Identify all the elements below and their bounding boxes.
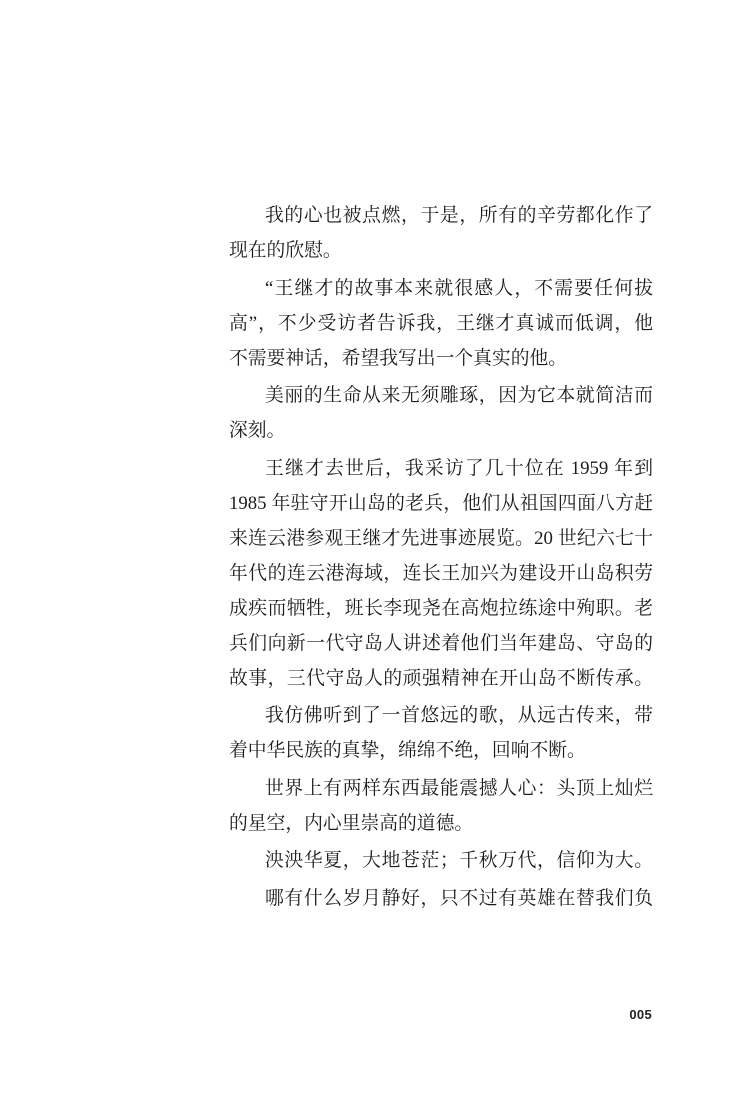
page-number: 005: [629, 1007, 652, 1022]
paragraph: [229, 771, 653, 841]
paragraph: [229, 451, 653, 696]
text-line: 深刻。: [229, 420, 286, 441]
text-line: 不需要神话，希望我写出一个真实的他。: [229, 347, 568, 369]
paragraph: [229, 698, 653, 768]
paragraph: [229, 378, 653, 448]
text-line: 兵们向新一代守岛人讲述着他们当年建岛、守岛的: [229, 632, 653, 654]
text-line: “王继才的故事本来就很感人，不需要任何拔: [265, 277, 653, 299]
paragraph: [229, 271, 653, 376]
text-line: 现在的欣慰。: [229, 240, 342, 261]
text-line: 1985 年驻守开山岛的老兵，他们从祖国四面八方赶: [229, 492, 653, 514]
text-line: 美丽的生命从来无须雕琢，因为它本就简洁而: [265, 385, 653, 406]
text-line: 王继才去世后，我采访了几十位在 1959 年到: [265, 457, 653, 479]
text-line: 哪有什么岁月静好，只不过有英雄在替我们负: [265, 887, 653, 909]
text-line: 的星空，内心里崇高的道德。: [229, 812, 474, 834]
text-line: 泱泱华夏，大地苍茫；千秋万代，信仰为大。: [265, 850, 653, 871]
paragraph: [229, 198, 653, 268]
text-line: 高”，不少受访者告诉我，王继才真诚而低调，他: [229, 312, 653, 334]
text-line: 来连云港参观王继才先进事迹展览。20 世纪六七十: [229, 527, 653, 549]
text-line: 成疾而牺牲，班长李现尧在高炮拉练途中殉职。老: [229, 597, 653, 619]
text-line: 我仿佛听到了一首悠远的歌，从远古传来，带: [265, 705, 653, 726]
paragraph: [229, 843, 653, 878]
text-line: 我的心也被点燃，于是，所有的辛劳都化作了: [265, 205, 653, 226]
text-line: 年代的连云港海域，连长王加兴为建设开山岛积劳: [229, 562, 653, 584]
paragraph: [229, 881, 653, 916]
text-line: 故事，三代守岛人的顽强精神在开山岛不断传承。: [229, 667, 653, 689]
text-line: 着中华民族的真挚，绵绵不绝，回响不断。: [229, 740, 586, 761]
text-line: 世界上有两样东西最能震撼人心：头顶上灿烂: [265, 777, 653, 799]
body-text: [229, 198, 653, 918]
